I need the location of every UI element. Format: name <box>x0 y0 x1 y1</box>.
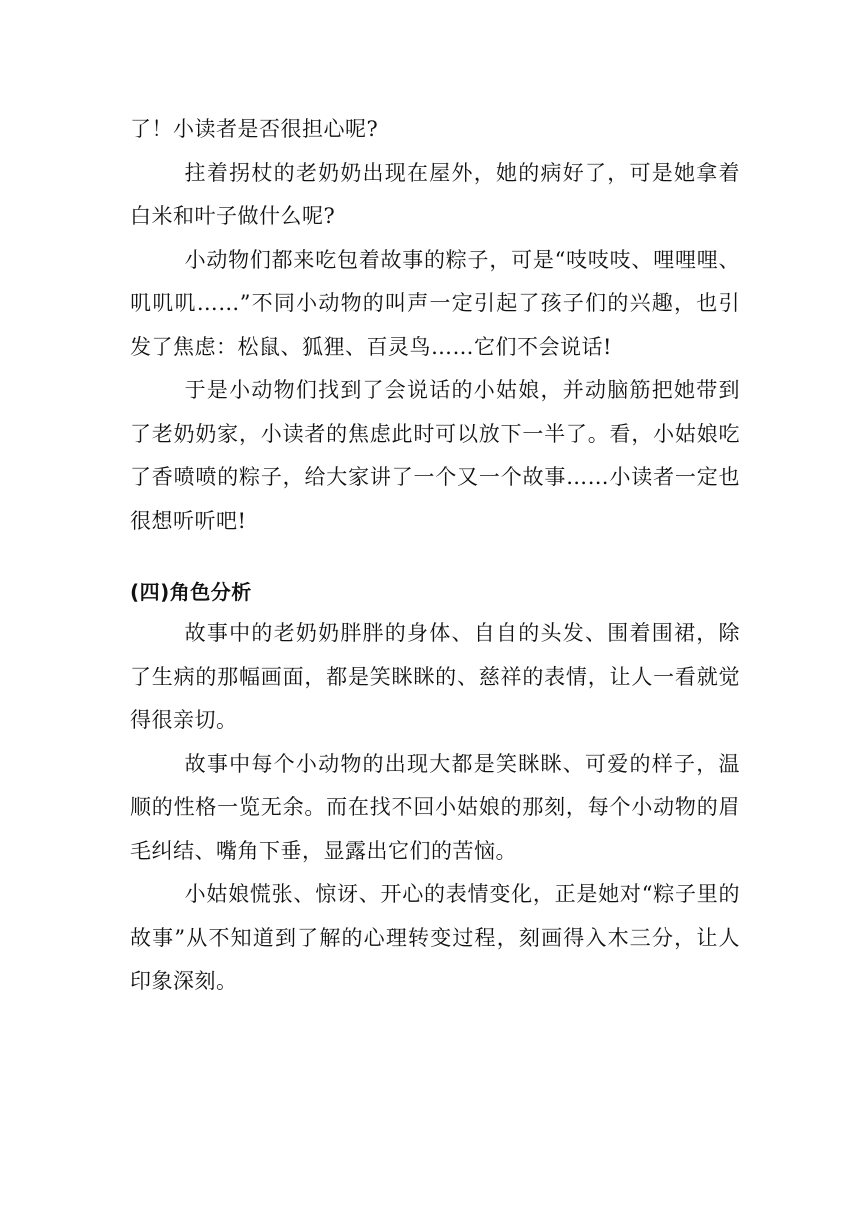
document-body <box>130 108 740 1004</box>
paragraph-animals-character: 故事中每个小动物的出现大都是笑眯眯、可爱的样子，温顺的性格一览无余。而在找不回小姑娘的那刻，每个小动物的眉毛纠结、嘴角下垂，显露出它们的苦恼。 <box>130 751 740 863</box>
section-gap <box>130 543 740 572</box>
section-heading: (四)角色分析 <box>130 580 252 604</box>
opening-line: 了！小读者是否很担心呢? <box>130 117 379 141</box>
paragraph-grandma-character: 故事中的老奶奶胖胖的身体、自自的头发、围着围裙，除了生病的那幅画面，都是笑眯眯的、慈祥的表情，让人一看就觉得很亲切。 <box>130 621 740 732</box>
paragraph-girl-character: 小姑娘慌张、惊讶、开心的表情变化，正是她对“粽子里的故事”从不知道到了解的心理转变过程，刻画得入木三分，让人印象深刻。 <box>130 882 740 993</box>
paragraph-animals-come: 小动物们都来吃包着故事的粽子，可是“吱吱吱、哩哩哩、叽叽叽……”不同小动物的叫声一定引起了孩子们的兴趣，也引发了焦虑：松鼠、狐狸、百灵鸟……它们不会说话! <box>130 247 740 359</box>
paragraph-girl-stories: 于是小动物们找到了会说话的小姑娘，并动脑筋把她带到了老奶奶家，小读者的焦虑此时可以放下一半了。看，小姑娘吃了香喷喷的粽子，给大家讲了一个又一个故事……小读者一定也很想听听吧! <box>130 378 740 533</box>
paragraph-grandma-appears: 拄着拐杖的老奶奶出现在屋外，她的病好了，可是她拿着白米和叶子做什么呢? <box>130 160 740 228</box>
